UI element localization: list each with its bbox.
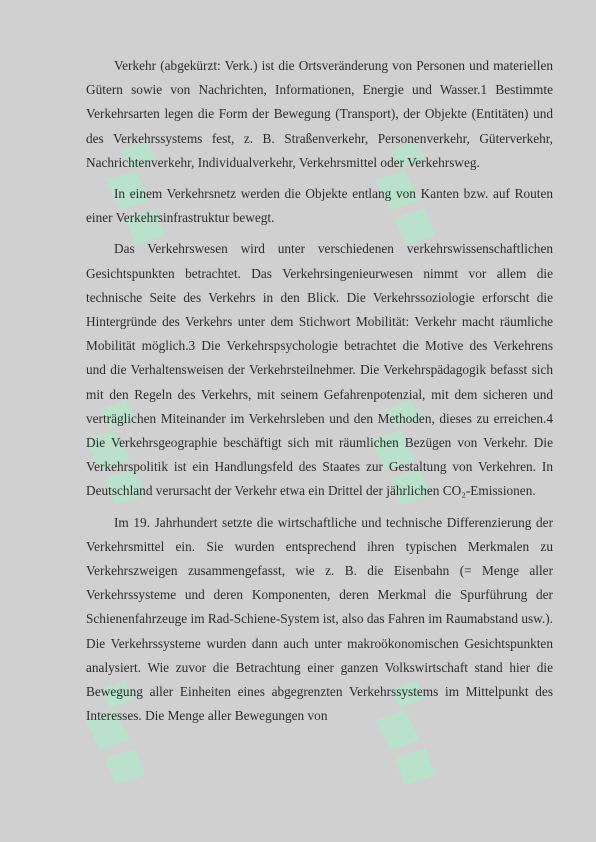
paragraph: Verkehr (abgekürzt: Verk.) ist die Ortsveränderung von Personen und materiellen Gütern sowie von Nachrichten, Informationen, Energie und Wasser.1 Bestimmte Verkehrsarten legen die Form der Bewegung (Transport), der Objekte (Entitäten) und des Verkehrssystems fest, z. B. Straßenverkehr, Personenverkehr, Güterverkehr, Nachrichtenverkehr, Individualverkehr, Verkehrsmittel oder Verkehrsweg. [86,58,553,170]
paragraph: In einem Verkehrsnetz werden die Objekte entlang von Kanten bzw. auf Routen einer Verkehrsinfrastruktur bewegt. [86,186,553,226]
paragraph: Im 19. Jahrhundert setzte die wirtschaftliche und technische Differenzierung der Verkehrsmittel ein. Sie wurden entsprechend ihren typischen Merkmalen zu Verkehrszweigen zusammengefasst, wie z. B. die Eisenbahn (= Menge aller Verkehrssysteme und deren Komponenten, deren Merkmal die Spurführung der Schienenfahrzeuge im Rad-Schiene-System ist, also das Fahren im Raumabstand usw.). Die Verkehrssysteme wurden dann auch unter makroökonomischen Gesichtspunkten analysiert. Wie zuvor die Betrachtung einer ganzen Volkswirtschaft stand hier die Bewegung aller Einheiten eines abgegrenzten Verkehrssystems im Mittelpunkt des Interesses. Die Menge aller Bewegungen von [86,514,553,724]
paragraph: Das Verkehrswesen wird unter verschiedenen verkehrswissenschaftlichen Gesichtspunkten betrachtet. Das Verkehrsingenieurwesen nimmt vor allem die technische Seite des Verkehrs in den Blick. Die Verkehrssoziologie erforscht die Hintergründe des Verkehrs unter dem Stichwort Mobilität: Verkehr macht räumliche Mobilität möglich.3 Die Verkehrspsychologie betrachtet die Motive des Verkehrens und die Verhaltensweisen der Verkehrsteilnehmer. Die Verkehrspädagogik befasst sich mit den Regeln des Verkehrs, mit seinem Gefahrenpotenzial, mit dem sicheren und verträglichen Miteinander im Verkehrsleben und den Methoden, dieses zu erreichen.4 Die Verkehrsgeographie beschäftigt sich mit räumlichen Bezügen von Verkehr. Die Verkehrspolitik ist ein Handlungsfeld des Staates zur Gestaltung von Verkehren. In Deutschland verursacht der Verkehr etwa ein Drittel der jährlichen CO₂-Emissionen. [86,241,553,499]
body-text [86,54,553,735]
